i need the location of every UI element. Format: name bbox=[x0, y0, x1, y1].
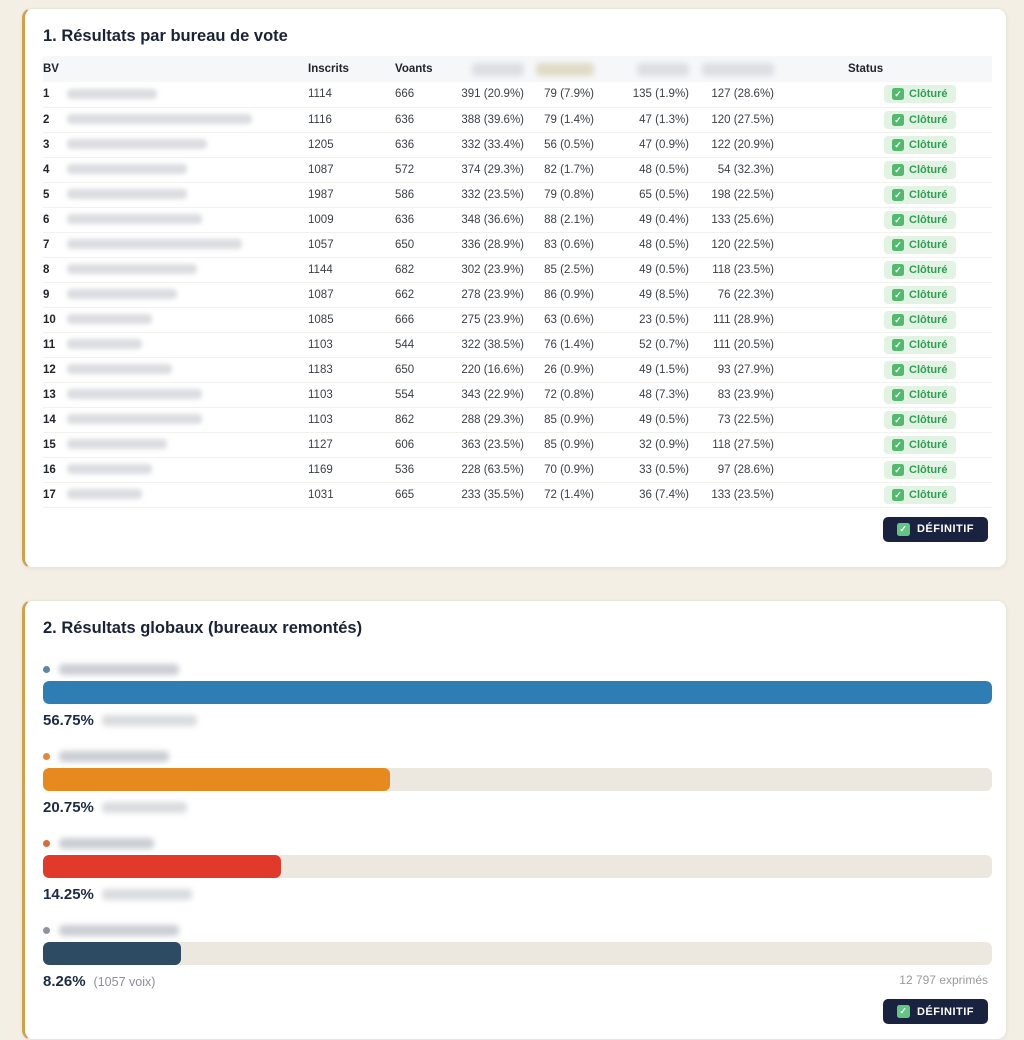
check-icon: ✓ bbox=[892, 289, 904, 301]
inscrits-cell: 1114 bbox=[308, 88, 332, 101]
candidate1-result: 332 (33.4%) bbox=[461, 138, 525, 151]
votants-cell: 682 bbox=[395, 263, 415, 276]
votants-cell: 586 bbox=[395, 188, 415, 201]
candidate3-result: 49 (0.4%) bbox=[639, 213, 690, 226]
check-icon: ✓ bbox=[892, 339, 904, 351]
status-label: Clôturé bbox=[909, 188, 948, 201]
total-exprimes: 12 797 exprimés bbox=[899, 973, 988, 987]
result-bar-group bbox=[43, 838, 988, 904]
candidate4-result: 118 (23.5%) bbox=[712, 263, 775, 276]
candidate4-result: 111 (20.5%) bbox=[713, 338, 775, 351]
status-cell bbox=[778, 482, 992, 507]
candidate2-result: 83 (0.6%) bbox=[544, 238, 595, 251]
header-votants: Voants bbox=[395, 63, 433, 75]
status-label: Clôturé bbox=[909, 138, 948, 151]
bv-number: 9 bbox=[43, 288, 50, 301]
candidate2-result: 85 (0.9%) bbox=[544, 438, 595, 451]
check-icon: ✓ bbox=[892, 264, 904, 276]
check-icon: ✓ bbox=[892, 464, 904, 476]
status-label: Clôturé bbox=[909, 88, 948, 101]
results-table-body bbox=[43, 82, 992, 507]
candidate1-result: 220 (16.6%) bbox=[461, 363, 525, 376]
candidate3-result: 52 (0.7%) bbox=[639, 338, 690, 351]
status-label: Clôturé bbox=[909, 388, 948, 401]
candidate-name-redacted bbox=[59, 751, 169, 762]
status-badge bbox=[884, 211, 956, 229]
check-icon: ✓ bbox=[892, 314, 904, 326]
candidate2-result: 88 (2.1%) bbox=[544, 213, 595, 226]
table-row bbox=[43, 82, 992, 107]
status-cell bbox=[778, 307, 992, 332]
inscrits-cell: 1103 bbox=[308, 413, 333, 426]
votants-cell: 606 bbox=[395, 438, 415, 451]
table-row bbox=[43, 332, 992, 357]
candidate2-result: 86 (0.9%) bbox=[544, 288, 595, 301]
status-badge bbox=[884, 461, 956, 479]
status-cell bbox=[778, 332, 992, 357]
candidate1-result: 388 (39.6%) bbox=[461, 113, 525, 126]
candidate1-result: 233 (35.5%) bbox=[461, 488, 525, 501]
bureau-name-redacted bbox=[67, 364, 172, 374]
bar-legend bbox=[43, 925, 988, 936]
candidate1-result: 228 (63.5%) bbox=[461, 463, 525, 476]
result-bar-group bbox=[43, 751, 988, 817]
status-cell bbox=[778, 182, 992, 207]
header-inscrits: Inscrits bbox=[308, 63, 349, 75]
candidate4-result: 93 (27.9%) bbox=[717, 363, 775, 376]
bureau-name-cell bbox=[67, 207, 308, 232]
candidate4-result: 76 (22.3%) bbox=[717, 288, 775, 301]
status-label: Clôturé bbox=[909, 238, 948, 251]
bar-value-line bbox=[43, 711, 988, 730]
check-icon: ✓ bbox=[892, 139, 904, 151]
inscrits-cell: 1127 bbox=[308, 438, 333, 451]
candidate2-result: 85 (2.5%) bbox=[544, 263, 595, 276]
bureau-name-redacted bbox=[67, 214, 202, 224]
bv-number: 1 bbox=[43, 88, 50, 101]
candidate3-result: 32 (0.9%) bbox=[639, 438, 690, 451]
status-label: Clôturé bbox=[909, 263, 948, 276]
candidate3-result: 49 (0.5%) bbox=[639, 413, 690, 426]
status-cell bbox=[778, 207, 992, 232]
status-cell bbox=[778, 132, 992, 157]
bureau-name-cell bbox=[67, 157, 308, 182]
candidate3-result: 47 (1.3%) bbox=[639, 113, 690, 126]
bar-track bbox=[43, 855, 992, 878]
candidate1-result: 336 (28.9%) bbox=[461, 238, 525, 251]
bureau-name-cell bbox=[67, 432, 308, 457]
inscrits-cell: 1031 bbox=[308, 488, 334, 501]
candidate3-result: 49 (8.5%) bbox=[639, 288, 690, 301]
candidate4-result: 120 (22.5%) bbox=[711, 238, 775, 251]
votants-cell: 554 bbox=[395, 388, 415, 401]
inscrits-cell: 1169 bbox=[308, 463, 333, 476]
status-badge bbox=[884, 286, 956, 304]
header-candidate3-redacted bbox=[598, 56, 693, 82]
candidate1-result: 302 (23.9%) bbox=[461, 263, 525, 276]
bureau-name-cell bbox=[67, 457, 308, 482]
bv-number: 13 bbox=[43, 388, 56, 401]
candidate1-result: 391 (20.9%) bbox=[461, 88, 525, 101]
bar-track bbox=[43, 768, 992, 791]
check-icon: ✓ bbox=[892, 239, 904, 251]
legend-dot-icon bbox=[43, 753, 50, 760]
candidate3-result: 33 (0.5%) bbox=[639, 463, 690, 476]
status-badge bbox=[884, 386, 956, 404]
status-label: Clôturé bbox=[909, 413, 948, 426]
status-cell bbox=[778, 282, 992, 307]
bureau-name-redacted bbox=[67, 114, 252, 124]
section2-title: 2. Résultats globaux (bureaux remontés) bbox=[43, 619, 363, 637]
candidate2-result: 72 (1.4%) bbox=[544, 488, 595, 501]
candidate1-result: 278 (23.9%) bbox=[461, 288, 525, 301]
bureau-name-cell bbox=[67, 357, 308, 382]
status-label: Clôturé bbox=[909, 288, 948, 301]
votants-cell: 650 bbox=[395, 363, 415, 376]
percentage-value: 14.25% bbox=[43, 886, 94, 903]
bar-legend bbox=[43, 838, 988, 849]
inscrits-cell: 1205 bbox=[308, 138, 334, 151]
candidate2-result: 70 (0.9%) bbox=[544, 463, 595, 476]
bureau-name-redacted bbox=[67, 414, 202, 424]
inscrits-cell: 1103 bbox=[308, 388, 333, 401]
bar-track bbox=[43, 942, 992, 965]
status-label: Clôturé bbox=[909, 338, 948, 351]
status-badge bbox=[884, 436, 956, 454]
candidate-name-redacted bbox=[59, 838, 154, 849]
header-status: Status bbox=[848, 63, 884, 75]
candidate4-result: 83 (23.9%) bbox=[717, 388, 775, 401]
bv-number: 15 bbox=[43, 438, 56, 451]
candidate4-result: 111 (28.9%) bbox=[713, 313, 775, 326]
table-row bbox=[43, 157, 992, 182]
status-label: Clôturé bbox=[909, 163, 948, 176]
inscrits-cell: 1183 bbox=[308, 363, 333, 376]
bv-number: 14 bbox=[43, 413, 56, 426]
candidate2-result: 63 (0.6%) bbox=[544, 313, 595, 326]
votes-count: (1057 voix) bbox=[93, 974, 156, 989]
table-row bbox=[43, 407, 992, 432]
bv-number: 3 bbox=[43, 138, 50, 151]
bar-value-line bbox=[43, 798, 988, 817]
status-cell bbox=[778, 257, 992, 282]
header-candidate4-redacted bbox=[693, 56, 778, 82]
bv-number: 16 bbox=[43, 463, 56, 476]
candidate3-result: 48 (0.5%) bbox=[639, 238, 690, 251]
candidate-name-redacted bbox=[59, 664, 179, 675]
status-badge bbox=[884, 411, 956, 429]
votants-cell: 572 bbox=[395, 163, 415, 176]
bureau-name-redacted bbox=[67, 189, 187, 199]
bureau-name-cell bbox=[67, 332, 308, 357]
bureau-name-redacted bbox=[67, 464, 152, 474]
table-row bbox=[43, 282, 992, 307]
inscrits-cell: 1116 bbox=[308, 113, 332, 126]
candidate2-result: 85 (0.9%) bbox=[544, 413, 595, 426]
bureau-name-cell bbox=[67, 282, 308, 307]
candidate2-result: 72 (0.8%) bbox=[544, 388, 595, 401]
table-row bbox=[43, 307, 992, 332]
legend-dot-icon bbox=[43, 927, 50, 934]
candidate4-result: 127 (28.6%) bbox=[711, 88, 775, 101]
status-label: Clôturé bbox=[909, 488, 948, 501]
votants-cell: 544 bbox=[395, 338, 415, 351]
candidate1-result: 343 (22.9%) bbox=[461, 388, 525, 401]
check-icon: ✓ bbox=[897, 523, 910, 536]
candidate3-result: 49 (0.5%) bbox=[639, 263, 690, 276]
bar-legend bbox=[43, 751, 988, 762]
bv-number: 17 bbox=[43, 488, 56, 501]
legend-dot-icon bbox=[43, 840, 50, 847]
bureau-name-cell bbox=[67, 407, 308, 432]
candidate3-result: 36 (7.4%) bbox=[639, 488, 690, 501]
bureau-name-redacted bbox=[67, 339, 142, 349]
table-row bbox=[43, 432, 992, 457]
check-icon: ✓ bbox=[892, 389, 904, 401]
check-icon: ✓ bbox=[892, 214, 904, 226]
inscrits-cell: 1987 bbox=[308, 188, 334, 201]
check-icon: ✓ bbox=[892, 364, 904, 376]
check-icon: ✓ bbox=[897, 1005, 910, 1018]
candidate4-result: 97 (28.6%) bbox=[717, 463, 775, 476]
bv-number: 5 bbox=[43, 188, 50, 201]
bureau-name-cell bbox=[67, 382, 308, 407]
bar-value-line bbox=[43, 885, 988, 904]
votants-cell: 636 bbox=[395, 113, 415, 126]
status-badge bbox=[884, 311, 956, 329]
candidate4-result: 133 (23.5%) bbox=[711, 488, 775, 501]
candidate3-result: 48 (7.3%) bbox=[639, 388, 690, 401]
bar-legend bbox=[43, 664, 988, 675]
table-row bbox=[43, 482, 992, 507]
candidate3-result: 23 (0.5%) bbox=[639, 313, 690, 326]
votants-cell: 666 bbox=[395, 313, 415, 326]
inscrits-cell: 1144 bbox=[308, 263, 333, 276]
inscrits-cell: 1057 bbox=[308, 238, 334, 251]
status-badge bbox=[884, 361, 956, 379]
candidate3-result: 135 (1.9%) bbox=[632, 88, 690, 101]
bureau-name-cell bbox=[67, 482, 308, 507]
candidate2-result: 76 (1.4%) bbox=[544, 338, 595, 351]
check-icon: ✓ bbox=[892, 114, 904, 126]
candidate4-result: 120 (27.5%) bbox=[711, 113, 775, 126]
candidate2-result: 79 (0.8%) bbox=[544, 188, 595, 201]
legend-dot-icon bbox=[43, 666, 50, 673]
candidate4-result: 73 (22.5%) bbox=[717, 413, 775, 426]
bureau-name-redacted bbox=[67, 314, 152, 324]
status-cell bbox=[778, 457, 992, 482]
status-badge bbox=[884, 336, 956, 354]
bureau-name-cell bbox=[67, 257, 308, 282]
bv-number: 4 bbox=[43, 163, 50, 176]
check-icon: ✓ bbox=[892, 489, 904, 501]
bv-number: 12 bbox=[43, 363, 56, 376]
votes-count-redacted bbox=[102, 889, 192, 900]
candidate1-result: 348 (36.6%) bbox=[461, 213, 525, 226]
votants-cell: 636 bbox=[395, 213, 415, 226]
table-row bbox=[43, 257, 992, 282]
bureau-name-redacted bbox=[67, 389, 202, 399]
inscrits-cell: 1087 bbox=[308, 288, 334, 301]
section1-title: 1. Résultats par bureau de vote bbox=[43, 27, 288, 45]
status-label: Clôturé bbox=[909, 213, 948, 226]
inscrits-cell: 1085 bbox=[308, 313, 334, 326]
bureau-name-redacted bbox=[67, 89, 157, 99]
status-label: Clôturé bbox=[909, 463, 948, 476]
candidate3-result: 48 (0.5%) bbox=[639, 163, 690, 176]
bv-number: 10 bbox=[43, 313, 56, 326]
votants-cell: 536 bbox=[395, 463, 415, 476]
bureau-name-cell bbox=[67, 307, 308, 332]
header-candidate2-redacted bbox=[528, 56, 598, 82]
candidate2-result: 82 (1.7%) bbox=[544, 163, 595, 176]
inscrits-cell: 1087 bbox=[308, 163, 334, 176]
status-label: Clôturé bbox=[909, 313, 948, 326]
candidate2-result: 56 (0.5%) bbox=[544, 138, 595, 151]
votants-cell: 862 bbox=[395, 413, 415, 426]
percentage-value: 8.26% bbox=[43, 973, 86, 990]
check-icon: ✓ bbox=[892, 88, 904, 100]
bar-fill bbox=[43, 855, 281, 878]
candidate2-result: 79 (1.4%) bbox=[544, 113, 595, 126]
table-row bbox=[43, 132, 992, 157]
votes-count-redacted bbox=[102, 802, 187, 813]
bv-number: 8 bbox=[43, 263, 50, 276]
bar-fill bbox=[43, 681, 992, 704]
candidate2-result: 26 (0.9%) bbox=[544, 363, 595, 376]
status-badge bbox=[884, 236, 956, 254]
bureau-name-redacted bbox=[67, 289, 177, 299]
table-row bbox=[43, 182, 992, 207]
table-header-row bbox=[43, 56, 992, 82]
results-table bbox=[43, 56, 992, 508]
bureau-name-cell bbox=[67, 182, 308, 207]
definitif-button[interactable] bbox=[883, 999, 988, 1024]
definitif-button-label: DÉFINITIF bbox=[916, 523, 974, 535]
percentage-value: 20.75% bbox=[43, 799, 94, 816]
status-label: Clôturé bbox=[909, 438, 948, 451]
votants-cell: 666 bbox=[395, 88, 415, 101]
bureau-name-cell bbox=[67, 107, 308, 132]
status-label: Clôturé bbox=[909, 113, 948, 126]
votants-cell: 662 bbox=[395, 288, 415, 301]
table-row bbox=[43, 457, 992, 482]
definitif-button[interactable] bbox=[883, 517, 988, 542]
definitif-button-label: DÉFINITIF bbox=[916, 1005, 974, 1018]
status-badge bbox=[884, 85, 956, 103]
inscrits-cell: 1009 bbox=[308, 213, 334, 226]
candidate4-result: 54 (32.3%) bbox=[717, 163, 775, 176]
table-row bbox=[43, 232, 992, 257]
check-icon: ✓ bbox=[892, 164, 904, 176]
result-bar-group bbox=[43, 664, 988, 730]
candidate4-result: 118 (27.5%) bbox=[712, 438, 775, 451]
table-row bbox=[43, 207, 992, 232]
votes-count-redacted bbox=[102, 715, 197, 726]
status-cell bbox=[778, 357, 992, 382]
status-badge bbox=[884, 111, 956, 129]
bar-track bbox=[43, 681, 992, 704]
status-badge bbox=[884, 261, 956, 279]
bureau-name-cell bbox=[67, 232, 308, 257]
votants-cell: 636 bbox=[395, 138, 415, 151]
check-icon: ✓ bbox=[892, 414, 904, 426]
status-cell bbox=[778, 407, 992, 432]
candidate4-result: 122 (20.9%) bbox=[711, 138, 775, 151]
bureau-name-cell bbox=[67, 82, 308, 107]
check-icon: ✓ bbox=[892, 189, 904, 201]
results-by-bureau-card bbox=[22, 8, 1007, 568]
candidate2-result: 79 (7.9%) bbox=[544, 88, 595, 101]
bar-fill bbox=[43, 942, 181, 965]
status-cell bbox=[778, 157, 992, 182]
status-label: Clôturé bbox=[909, 363, 948, 376]
candidate4-result: 133 (25.6%) bbox=[711, 213, 775, 226]
status-cell bbox=[778, 82, 992, 107]
status-badge bbox=[884, 186, 956, 204]
bureau-name-redacted bbox=[67, 164, 187, 174]
candidate1-result: 288 (29.3%) bbox=[461, 413, 525, 426]
global-results-bars bbox=[43, 664, 988, 991]
section1-actions bbox=[43, 517, 988, 542]
bv-number: 7 bbox=[43, 238, 50, 251]
candidate1-result: 363 (23.5%) bbox=[461, 438, 525, 451]
status-cell bbox=[778, 232, 992, 257]
status-badge bbox=[884, 136, 956, 154]
candidate4-result: 198 (22.5%) bbox=[711, 188, 775, 201]
candidate1-result: 275 (23.9%) bbox=[461, 313, 525, 326]
bureau-name-redacted bbox=[67, 239, 242, 249]
candidate1-result: 374 (29.3%) bbox=[461, 163, 525, 176]
status-cell bbox=[778, 382, 992, 407]
candidate1-result: 322 (38.5%) bbox=[461, 338, 525, 351]
bv-number: 2 bbox=[43, 113, 50, 126]
candidate-name-redacted bbox=[59, 925, 179, 936]
bureau-name-redacted bbox=[67, 264, 197, 274]
votants-cell: 650 bbox=[395, 238, 415, 251]
header-candidate1-redacted bbox=[453, 56, 528, 82]
header-bv: BV bbox=[43, 63, 59, 75]
bureau-name-redacted bbox=[67, 139, 207, 149]
votants-cell: 665 bbox=[395, 488, 415, 501]
bureau-name-redacted bbox=[67, 489, 142, 499]
status-badge bbox=[884, 161, 956, 179]
bv-number: 6 bbox=[43, 213, 50, 226]
candidate3-result: 49 (1.5%) bbox=[639, 363, 690, 376]
table-row bbox=[43, 382, 992, 407]
bar-fill bbox=[43, 768, 390, 791]
table-row bbox=[43, 357, 992, 382]
bar-value-line bbox=[43, 972, 988, 991]
table-row bbox=[43, 107, 992, 132]
inscrits-cell: 1103 bbox=[308, 338, 333, 351]
percentage-value: 56.75% bbox=[43, 712, 94, 729]
global-results-card bbox=[22, 600, 1007, 1040]
candidate3-result: 65 (0.5%) bbox=[639, 188, 690, 201]
section2-actions bbox=[883, 999, 988, 1024]
status-cell bbox=[778, 432, 992, 457]
bureau-name-cell bbox=[67, 132, 308, 157]
result-bar-group bbox=[43, 925, 988, 991]
candidate1-result: 332 (23.5%) bbox=[461, 188, 525, 201]
candidate3-result: 47 (0.9%) bbox=[639, 138, 690, 151]
check-icon: ✓ bbox=[892, 439, 904, 451]
status-badge bbox=[884, 486, 956, 504]
status-cell bbox=[778, 107, 992, 132]
bureau-name-redacted bbox=[67, 439, 167, 449]
bv-number: 11 bbox=[43, 338, 56, 351]
